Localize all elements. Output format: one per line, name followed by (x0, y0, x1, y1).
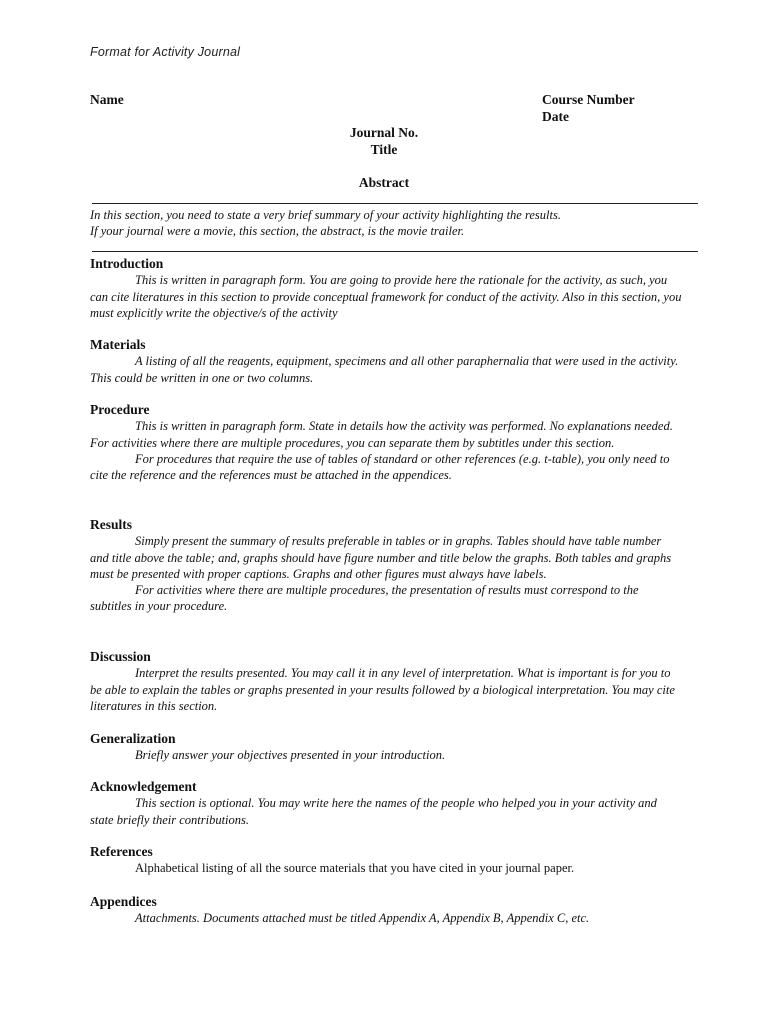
section-references (90, 844, 682, 877)
section-paragraph: This is written in paragraph form. You are going to provide here the rationale for the activity, as such, you can cite literatures in this section to provide conceptual framework for conduct of the activity. Also in this section, you must explicitly write the objective/s of the activity (90, 273, 682, 320)
section-heading: References (90, 844, 153, 859)
section-heading: Appendices (90, 894, 157, 909)
section-discussion (90, 649, 682, 714)
abstract-text (90, 207, 700, 240)
abstract-line: In this section, you need to state a very brief summary of your activity highlighting the results. (90, 208, 561, 222)
section-paragraph: Briefly answer your objectives presented in your introduction. (135, 748, 446, 763)
section-introduction (90, 256, 682, 321)
section-heading: Procedure (90, 402, 150, 417)
section-paragraph: For procedures that require the use of tables of standard or other references (e.g. t-table), you only need to cite the reference and the references must be attached in the appendices. (90, 451, 670, 483)
section-paragraph: Interpret the results presented. You may call it in any level of interpretation. What is important is for you to be able to explain the tables or graphs presented in your results followed by a biological interpretation. You may cite literatures in this section. (90, 666, 675, 713)
abstract-label: Abstract (358, 175, 410, 190)
section-paragraph: This is written in paragraph form. State in details how the activity was performed. No explanations needed. For activities where there are multiple procedures, you can separate them by subtitles under this section. (90, 419, 673, 450)
section-heading: Acknowledgement (90, 779, 197, 794)
section-paragraph: This section is optional. You may write here the names of the people who helped you in your activity and state briefly their contributions. (90, 796, 657, 827)
header-note: Format for Activity Journal (90, 45, 241, 59)
title-label: Title (370, 142, 398, 157)
section-paragraph: Alphabetical listing of all the source materials that you have cited in your journal paper. (135, 861, 575, 876)
date-label: Date (542, 109, 569, 124)
section-heading: Discussion (90, 649, 151, 664)
section-generalization (90, 731, 682, 764)
section-acknowledgement (90, 779, 682, 828)
section-paragraph: A listing of all the reagents, equipment, specimens and all other paraphernalia that were used in the activity. This could be written in one or two columns. (90, 354, 679, 385)
section-appendices (90, 894, 682, 927)
section-paragraph: Attachments. Documents attached must be titled Appendix A, Appendix B, Appendix C, etc. (135, 911, 590, 926)
abstract-bottom-rule (92, 251, 698, 252)
name-label: Name (90, 92, 124, 107)
section-heading: Generalization (90, 731, 176, 746)
section-paragraph: For activities where there are multiple procedures, the presentation of results must correspond to the subtitles in your procedure. (90, 583, 639, 614)
section-paragraph: Simply present the summary of results preferable in tables or in graphs. Tables should have table number and title above the table; and, graphs should have figure number and title below the graphs. Both tables and graphs must be presented with proper captions. Graphs and other figures must always have labels. (90, 534, 672, 581)
section-results (90, 517, 682, 615)
journal-no-label: Journal No. (349, 125, 419, 140)
section-materials (90, 337, 682, 386)
section-procedure (90, 402, 682, 483)
section-heading: Results (90, 517, 133, 532)
section-heading: Introduction (90, 256, 164, 271)
abstract-line: If your journal were a movie, this section, the abstract, is the movie trailer. (90, 224, 465, 239)
course-number-label: Course Number (542, 92, 635, 107)
section-heading: Materials (90, 337, 146, 352)
abstract-top-rule (92, 203, 698, 204)
